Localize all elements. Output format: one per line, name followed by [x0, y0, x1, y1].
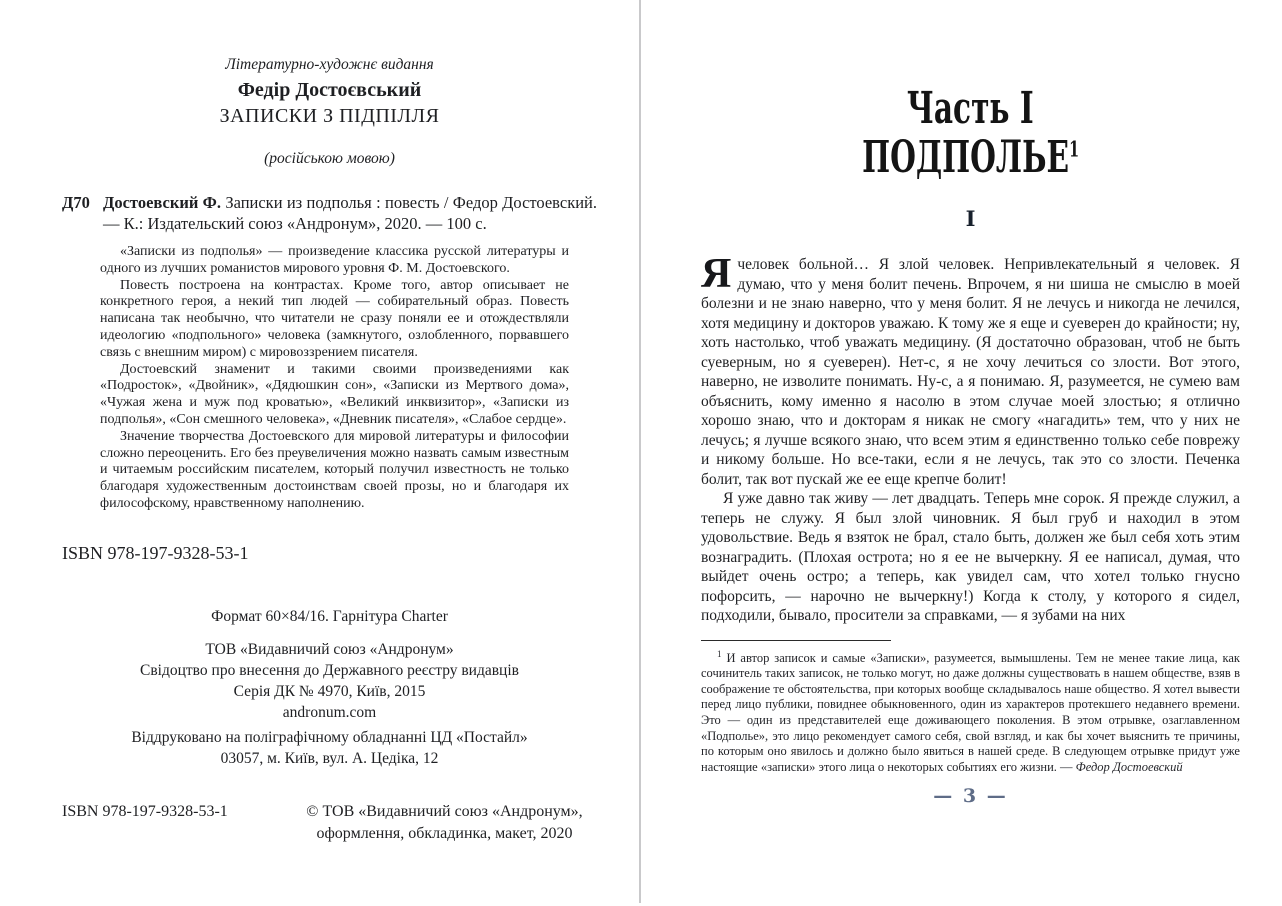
- print-line: Віддруковано на поліграфічному обладнанні ЦД «Постайл»: [131, 728, 528, 746]
- language-note: (російською мовою): [264, 150, 395, 167]
- bib-code: Д70: [62, 193, 90, 212]
- annotation-paragraph: Достоевский знаменит и такими своими произведениями как «Подросток», «Двойник», «Дядюшкин сон», «Записки из Мертвого дома», «Чужая жена и муж под кроватью», «Великий инквизитор», «Записки из подполья», «Сон смешного человека», «Дневник писателя», «Слабое сердце».: [100, 361, 569, 427]
- publisher-line: Свідоцтво про внесення до Державного реєстру видавців: [140, 661, 519, 679]
- body-text: [701, 251, 1240, 626]
- body-paragraph-2: Я уже давно так живу — лет двадцать. Теперь мне сорок. Я прежде служил, а теперь не служу. Я был злой чиновник. Я был груб и находил в этом удовольствие. Ведь я взяток не брал, стало быть, должен же был себя хоть этим вознаградить. (Плохая острота; но я ее не вычеркну. Я ее написал, думая, что выйдет очень остро; а теперь, как увидел сам, что хотел только гнусно пофорсить, — нарочно не вычеркну!) Когда к столу, у которого я сидел, подходили, бывало, просители за справками, — я зубами на них: [701, 490, 1240, 624]
- publisher-line: ТОВ «Видавничий союз «Андронум»: [205, 640, 454, 658]
- left-page: [0, 0, 639, 906]
- publisher-block: [62, 639, 597, 723]
- footnote-signature: Федор Достоевский: [1075, 759, 1183, 774]
- footnote: [701, 647, 1240, 776]
- annotation-block: [100, 244, 569, 513]
- format-line: Формат 60×84/16. Гарнітура Charter: [211, 607, 448, 625]
- bib-description: Записки из подполья : повесть / Федор Достоевский. — К.: Издательский союз «Андронум», 2020. — 100 с.: [103, 193, 597, 233]
- right-page: [639, 0, 1280, 906]
- author-name: Федір Достоєвський: [237, 79, 422, 101]
- part-heading: [701, 81, 1240, 183]
- isbn-bottom: ISBN 978-197-9328-53-1: [62, 802, 228, 820]
- footnote-marker: 1: [717, 648, 722, 659]
- bib-author: Достоевский Ф.: [103, 193, 221, 212]
- copyright-block: [292, 801, 597, 845]
- annotation-paragraph: Значение творчества Достоевского для мировой литературы и философии сложно переоценить. Его без преувеличения можно назвать самым известным и читаемым российским писателем, который получил известность не только благодаря художественным достоинствам своей прозы, но и благодаря их философскому, нравственному наполнению.: [100, 428, 569, 511]
- book-title: ЗАПИСКИ З ПІДПІЛЛЯ: [219, 105, 440, 127]
- body-paragraph-1: [701, 251, 1240, 489]
- bibliographic-entry: [62, 192, 597, 234]
- publisher-line: Серія ДК № 4970, Київ, 2015: [233, 682, 426, 700]
- publisher-website: andronum.com: [282, 703, 377, 721]
- dropcap-letter: Я: [701, 251, 732, 297]
- footnote-text: И автор записок и самые «Записки», разумеется, вымышлены. Тем не менее такие лица, как сочинитель таких записок, не только могут, но даже должны существовать в нашем обществе, взяв в соображение те обстоятельства, при которых вообще складывалось наше общество. Я хотел вывести перед лицо публики, повиднее обыкновенного, один из характеров протекшего недавнего времени. Это — один из представителей еще доживающего поколения. В этом отрывке, озаглавленном «Подполье», это лицо рекомендует самого себя, свой взгляд, и как бы хочет выяснить те причины, по которым оно явилось и должно было явиться в нашей среде. В следующем отрывке придут уже настоящие «записки» этого лица о некоторых событиях его жизни. —: [701, 650, 1241, 774]
- annotation-paragraph: Повесть построена на контрастах. Кроме того, автор описывает не конкретного героя, а некий тип людей — собирательный образ. Повесть написана так необычно, что читатели не сразу поняли ее и отождествляли идеологию «подпольного» человека (замкнутого, озлобленного, порвавшего связь с внешним миром) с мировоззрением писателя.: [100, 277, 569, 360]
- copyright-line: © ТОВ «Видавничий союз «Андронум»,: [306, 802, 583, 820]
- section-number: I: [965, 206, 976, 231]
- paragraph-1-text: человек больной… Я злой человек. Непривлекательный я человек. Я думаю, что у меня болит печень. Впрочем, я ни шиша не смыслю в моей болезни и не знаю наверно, что у меня болит. Я не лечусь и никогда не лечился, хотя медицину и докторов уважаю. К тому же я еще и суеверен до крайности; ну, хоть настолько, чтоб уважать медицину. (Я достаточно образован, чтоб не быть суеверным, но я суеверен). Нет-с, я не хочу лечиться со злости. Вот этого, наверно, не изволите понимать. Ну-с, а я понимаю. Я, разумеется, не сумею вам объяснить, кому именно я насолю в этом случае моей злостью; я отлично хорошо знаю, что и докторам я никак не смогу «нагадить» тем, что у них не лечусь; я лучше всякого знаю, что всем этим я единственно только себе поврежу и никому больше. Но все-таки, если я не лечусь, так это со злости. Печенка болит, так вот пускай же ее еще крепче болит!: [701, 256, 1240, 488]
- edition-note: Літературно-художнє видання: [225, 56, 434, 73]
- bottom-row: [62, 801, 597, 845]
- copyright-line: оформлення, обкладинка, макет, 2020: [316, 824, 573, 842]
- part-title-text: ПОДПОЛЬЕ: [861, 130, 1069, 183]
- isbn-line: ISBN 978-197-9328-53-1: [62, 542, 249, 563]
- footnote-ref: 1: [1068, 137, 1079, 163]
- part-heading-line1: Часть I: [907, 81, 1034, 134]
- page-number: — 3 —: [933, 785, 1008, 808]
- bib-text: [103, 192, 597, 234]
- part-heading-line2: [861, 130, 1079, 183]
- print-block: [62, 727, 597, 769]
- page-divider: [639, 0, 641, 903]
- footnote-rule: [701, 640, 891, 641]
- annotation-paragraph: «Записки из подполья» — произведение классика русской литературы и одного из лучших романистов мирового уровня Ф. М. Достоевского.: [100, 244, 569, 276]
- print-line: 03057, м. Київ, вул. А. Цедіка, 12: [220, 749, 439, 767]
